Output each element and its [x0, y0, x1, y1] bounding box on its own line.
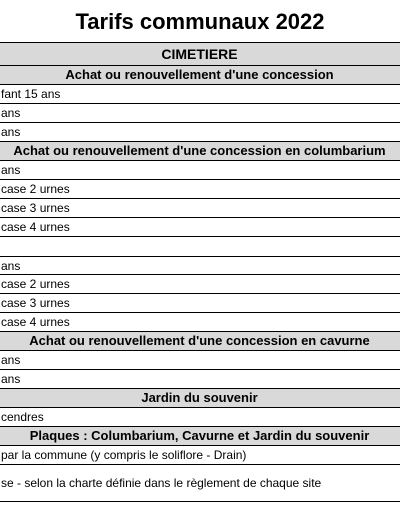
section-header-cimetiere — [0, 43, 400, 66]
row-label: ans — [1, 125, 21, 139]
section-header-columbarium — [0, 142, 400, 161]
section-title: Plaques : Columbarium, Cavurne et Jardin du souvenir — [29, 428, 370, 443]
table-row — [0, 351, 400, 370]
row-label: case 2 urnes — [1, 182, 70, 196]
table-row — [0, 180, 400, 199]
table-row — [0, 85, 400, 104]
row-label: par la commune (y compris le soliflore - Drain) — [1, 448, 247, 462]
row-label: ans — [1, 106, 21, 120]
section-header-plaques — [0, 427, 400, 446]
table-row — [0, 446, 400, 465]
row-label: ans — [1, 372, 21, 386]
table-row — [0, 104, 400, 123]
section-header-cavurne — [0, 332, 400, 351]
row-label: case 2 urnes — [1, 277, 70, 291]
table-row — [0, 218, 400, 237]
table-row — [0, 123, 400, 142]
section-header-concession — [0, 66, 400, 85]
row-label: fant 15 ans — [1, 87, 61, 101]
row-label: case 3 urnes — [1, 296, 70, 310]
tariff-table — [0, 42, 400, 502]
spacer-row — [0, 237, 400, 256]
table-row — [0, 161, 400, 180]
table-row — [0, 199, 400, 218]
table-row — [0, 275, 400, 294]
section-title: Jardin du souvenir — [141, 390, 258, 405]
row-label: se - selon la charte définie dans le règlement de chaque site — [1, 476, 322, 490]
section-title: Achat ou renouvellement d'une concession en columbarium — [13, 143, 386, 158]
table-row — [0, 294, 400, 313]
row-label: cendres — [1, 410, 44, 424]
page-title: Tarifs communaux 2022 — [75, 9, 325, 34]
table-row — [0, 465, 400, 502]
row-label: ans — [1, 353, 21, 367]
section-header-jardin — [0, 389, 400, 408]
table-row — [0, 256, 400, 275]
table-row — [0, 408, 400, 427]
section-title: Achat ou renouvellement d'une concession en cavurne — [29, 333, 370, 348]
table-row — [0, 370, 400, 389]
row-label: ans — [1, 259, 21, 273]
table-row — [0, 313, 400, 332]
section-title: Achat ou renouvellement d'une concession — [65, 67, 334, 82]
row-label: ans — [1, 163, 21, 177]
row-label: case 4 urnes — [1, 315, 70, 329]
row-label: case 4 urnes — [1, 220, 70, 234]
section-title: CIMETIERE — [161, 46, 238, 62]
row-label: case 3 urnes — [1, 201, 70, 215]
